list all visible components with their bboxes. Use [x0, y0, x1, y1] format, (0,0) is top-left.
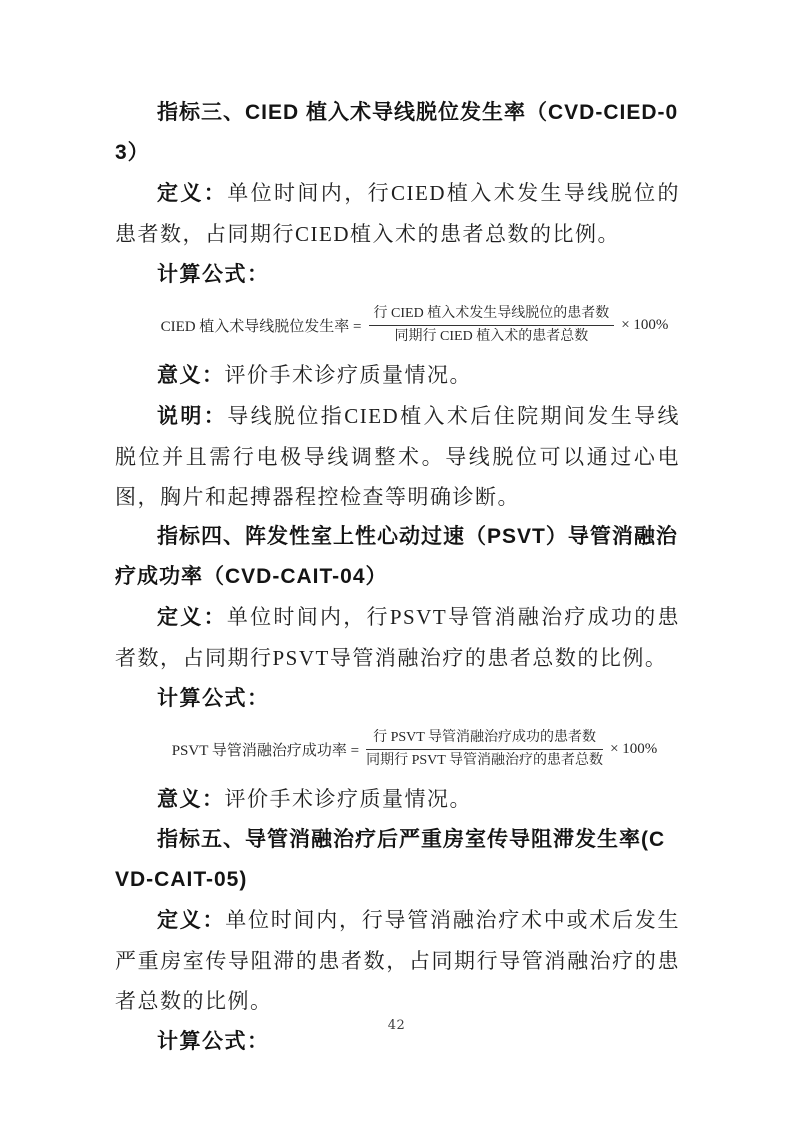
note-text: 导线脱位指CIED植入术后住院期间发生导线脱位并且需行电极导线调整术。导线脱位可以通过心电图，胸片和起搏器程控检查等明确诊断。 [115, 404, 680, 509]
section5-definition [115, 900, 680, 1021]
page-content [115, 93, 680, 1062]
formula-fraction [366, 728, 603, 771]
significance-label: 意义： [157, 788, 225, 811]
formula-numerator: 行 PSVT 导管消融治疗成功的患者数 [366, 728, 603, 750]
section4-heading: 指标四、阵发性室上性心动过速（PSVT）导管消融治疗成功率（CVD-CAIT-04） [115, 525, 678, 588]
definition-label: 定义： [157, 182, 228, 205]
significance-text: 评价手术诊疗质量情况。 [224, 363, 472, 387]
formula-fraction [369, 304, 615, 347]
section3-note [115, 396, 680, 517]
formula-multiplier: × 100% [621, 316, 669, 333]
section4-formula-label [115, 678, 680, 719]
section4-significance [115, 779, 680, 820]
formula-row [172, 728, 658, 771]
formula-lhs: CIED 植入术导线脱位发生率 = [160, 318, 362, 335]
section5-heading: 指标五、导管消融治疗后严重房室传导阻滞发生率(CVD-CAIT-05) [115, 828, 666, 891]
significance-label: 意义： [157, 364, 225, 387]
note-label: 说明： [157, 405, 228, 428]
section4-definition [115, 597, 680, 678]
definition-text: 单位时间内，行导管消融治疗术中或术后发生严重房室传导阻滞的患者数，占同期行导管消融治疗的患者总数的比例。 [115, 908, 680, 1013]
definition-label: 定义： [157, 909, 226, 932]
definition-text: 单位时间内，行CIED植入术发生导线脱位的患者数，占同期行CIED植入术的患者总数的比例。 [115, 181, 680, 246]
formula-lhs: PSVT 导管消融治疗成功率 = [171, 742, 360, 759]
formula-label: 计算公式： [157, 687, 270, 710]
formula-denominator: 同期行 CIED 植入术的患者总数 [394, 328, 589, 344]
section3-formula-label [115, 254, 680, 295]
page-number: 42 [387, 1018, 406, 1033]
section3-significance [115, 355, 680, 396]
section3-heading: 指标三、CIED 植入术导线脱位发生率（CVD-CIED-03） [115, 101, 679, 164]
formula-denominator: 同期行 PSVT 导管消融治疗的患者总数 [366, 752, 604, 768]
section3-formula [115, 295, 680, 355]
section3-definition [115, 173, 680, 254]
section4-formula [115, 719, 680, 779]
definition-text: 单位时间内，行PSVT导管消融治疗成功的患者数，占同期行PSVT导管消融治疗的患者总数的比例。 [115, 605, 681, 670]
formula-multiplier: × 100% [610, 740, 658, 757]
definition-label: 定义： [157, 606, 227, 629]
formula-label: 计算公式： [157, 1030, 270, 1053]
formula-label: 计算公式： [157, 263, 270, 286]
formula-numerator: 行 CIED 植入术发生导线脱位的患者数 [369, 304, 615, 326]
formula-row [161, 304, 669, 347]
significance-text: 评价手术诊疗质量情况。 [224, 787, 472, 811]
